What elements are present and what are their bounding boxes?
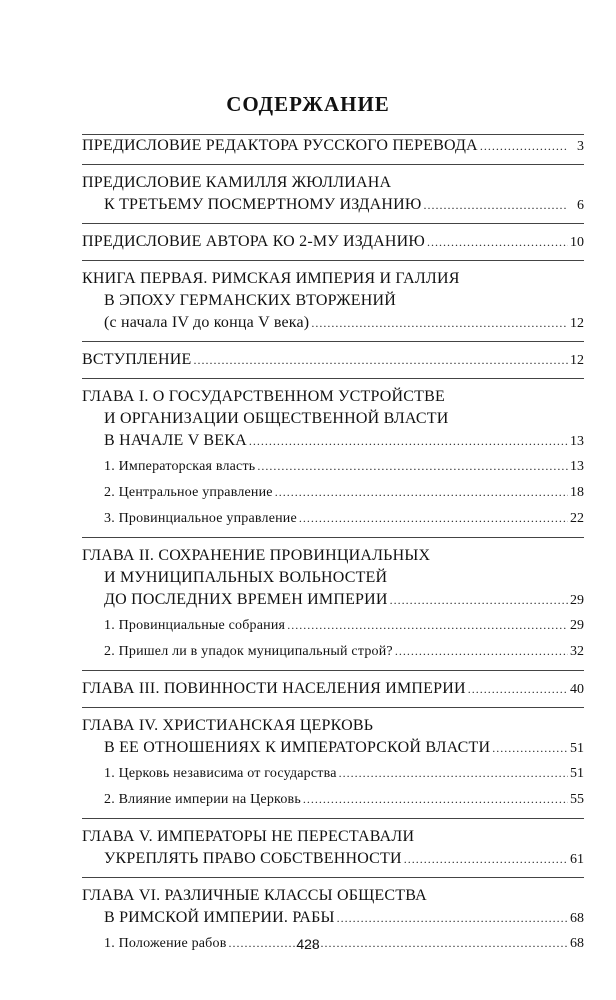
toc-line xyxy=(82,480,584,504)
toc-subentry xyxy=(82,639,584,663)
toc-entry xyxy=(82,341,584,371)
page-number: 428 xyxy=(296,936,320,952)
toc-page-number: 10 xyxy=(570,235,584,250)
dot-leader xyxy=(311,312,568,334)
toc-line-text: ПРЕДИСЛОВИЕ РЕДАКТОРА РУССКОГО ПЕРЕВОДА xyxy=(82,137,478,154)
toc-line-text: 1. Церковь независима от государства xyxy=(104,766,337,781)
dot-leader xyxy=(299,506,568,530)
toc-subentry xyxy=(82,454,584,478)
dot-leader xyxy=(395,639,568,663)
toc-page-number: 13 xyxy=(570,459,584,474)
toc-entry xyxy=(82,707,584,759)
toc-page-number: 55 xyxy=(570,792,584,807)
dot-leader xyxy=(427,231,568,253)
toc-line xyxy=(82,312,584,334)
toc-line-text: 1. Провинциальные собрания xyxy=(104,618,286,633)
dot-leader xyxy=(404,848,568,870)
toc-line-text: И ОРГАНИЗАЦИИ ОБЩЕСТВЕННОЙ ВЛАСТИ xyxy=(104,410,449,427)
toc-line xyxy=(82,761,584,785)
toc-page-number: 68 xyxy=(570,936,584,951)
toc-line xyxy=(82,787,584,811)
toc-entry xyxy=(82,378,584,452)
dot-leader xyxy=(337,907,568,929)
dot-leader xyxy=(303,787,568,811)
toc-entry xyxy=(82,164,584,216)
dot-leader xyxy=(480,135,568,157)
toc-line xyxy=(82,506,584,530)
toc-page-number: 29 xyxy=(570,593,584,608)
toc-entry xyxy=(82,537,584,611)
toc-line-text: 3. Провинциальное управление xyxy=(104,511,297,526)
dot-leader xyxy=(339,761,568,785)
toc-page-number: 68 xyxy=(570,911,584,926)
dot-leader xyxy=(249,430,568,452)
toc-line-text: ГЛАВА I. О ГОСУДАРСТВЕННОМ УСТРОЙСТВЕ xyxy=(82,388,445,405)
toc-line-text: КНИГА ПЕРВАЯ. РИМСКАЯ ИМПЕРИЯ И ГАЛЛИЯ xyxy=(82,270,460,287)
toc-page-number: 22 xyxy=(570,511,584,526)
toc-page-number: 40 xyxy=(570,682,584,697)
toc-line-text: 1. Императорская власть xyxy=(104,459,256,474)
toc-line-text: ПРЕДИСЛОВИЕ АВТОРА КО 2-МУ ИЗДАНИЮ xyxy=(82,233,426,250)
toc-line-text: 2. Влияние империи на Церковь xyxy=(104,792,301,807)
toc-line xyxy=(82,231,584,253)
toc-line-text: ГЛАВА III. ПОВИННОСТИ НАСЕЛЕНИЯ ИМПЕРИИ xyxy=(82,680,466,697)
toc-subentry xyxy=(82,480,584,504)
dot-leader xyxy=(287,613,568,637)
toc-line xyxy=(82,386,584,408)
toc-line-text: В ЭПОХУ ГЕРМАНСКИХ ВТОРЖЕНИЙ xyxy=(104,292,396,309)
toc-line-text: 1. Положение рабов xyxy=(104,936,227,951)
dot-leader xyxy=(468,678,568,700)
toc-line-text: ПРЕДИСЛОВИЕ КАМИЛЛЯ ЖЮЛЛИАНА xyxy=(82,174,392,191)
toc-page-number: 13 xyxy=(570,434,584,449)
toc-line xyxy=(82,349,584,371)
toc-line-text: В ЕЕ ОТНОШЕНИЯХ К ИМПЕРАТОРСКОЙ ВЛАСТИ xyxy=(104,739,491,756)
dot-leader xyxy=(194,349,568,371)
toc-line-text: 2. Центральное управление xyxy=(104,485,273,500)
toc-page-number: 12 xyxy=(570,316,584,331)
toc-subentry xyxy=(82,613,584,637)
toc-line-text: В НАЧАЛЕ V ВЕКА xyxy=(104,432,247,449)
toc-line xyxy=(82,848,584,870)
toc-line xyxy=(82,715,584,737)
toc-line-text: ГЛАВА VI. РАЗЛИЧНЫЕ КЛАССЫ ОБЩЕСТВА xyxy=(82,887,427,904)
toc-page-number: 18 xyxy=(570,485,584,500)
page-title: СОДЕРЖАНИЕ xyxy=(226,92,390,116)
toc-subentry xyxy=(82,787,584,811)
toc-line xyxy=(82,408,584,430)
toc-line xyxy=(82,639,584,663)
toc-page-number: 3 xyxy=(577,139,584,154)
toc-subentry xyxy=(82,761,584,785)
dot-leader xyxy=(424,194,568,216)
toc-line-text: К ТРЕТЬЕМУ ПОСМЕРТНОМУ ИЗДАНИЮ xyxy=(104,196,422,213)
table-of-contents xyxy=(82,134,584,955)
toc-line xyxy=(82,885,584,907)
toc-line-text: ГЛАВА II. СОХРАНЕНИЕ ПРОВИНЦИАЛЬНЫХ xyxy=(82,547,431,564)
toc-entry xyxy=(82,260,584,334)
toc-line-text: ДО ПОСЛЕДНИХ ВРЕМЕН ИМПЕРИИ xyxy=(104,591,388,608)
dot-leader xyxy=(257,454,568,478)
toc-line xyxy=(82,737,584,759)
toc-line xyxy=(82,172,584,194)
toc-page-number: 61 xyxy=(570,852,584,867)
toc-line-text: В РИМСКОЙ ИМПЕРИИ. РАБЫ xyxy=(104,909,335,926)
toc-page-number: 6 xyxy=(577,198,584,213)
dot-leader xyxy=(492,737,568,759)
toc-line xyxy=(82,194,584,216)
toc-line xyxy=(82,589,584,611)
toc-line xyxy=(82,545,584,567)
toc-entry xyxy=(82,818,584,870)
toc-line xyxy=(82,826,584,848)
toc-line-text: (с начала IV до конца V века) xyxy=(104,314,310,331)
toc-line xyxy=(82,678,584,700)
toc-line xyxy=(82,430,584,452)
toc-line xyxy=(82,613,584,637)
toc-page-number: 12 xyxy=(570,353,584,368)
toc-subentry xyxy=(82,506,584,530)
dot-leader xyxy=(275,480,568,504)
toc-entry xyxy=(82,223,584,253)
toc-line xyxy=(82,290,584,312)
toc-page-number: 29 xyxy=(570,618,584,633)
toc-line-text: И МУНИЦИПАЛЬНЫХ ВОЛЬНОСТЕЙ xyxy=(104,569,388,586)
toc-entry xyxy=(82,670,584,700)
toc-page-number: 51 xyxy=(570,766,584,781)
toc-page-number: 51 xyxy=(570,741,584,756)
toc-page-number: 32 xyxy=(570,644,584,659)
toc-line-text: 2. Пришел ли в упадок муниципальный строй? xyxy=(104,644,393,659)
toc-line xyxy=(82,135,584,157)
toc-entry xyxy=(82,134,584,157)
toc-line-text: ВСТУПЛЕНИЕ xyxy=(82,351,192,368)
toc-line-text: УКРЕПЛЯТЬ ПРАВО СОБСТВЕННОСТИ xyxy=(104,850,402,867)
toc-line xyxy=(82,907,584,929)
toc-line-text: ГЛАВА IV. ХРИСТИАНСКАЯ ЦЕРКОВЬ xyxy=(82,717,374,734)
toc-line-text: ГЛАВА V. ИМПЕРАТОРЫ НЕ ПЕРЕСТАВАЛИ xyxy=(82,828,415,845)
dot-leader xyxy=(390,589,568,611)
toc-line xyxy=(82,567,584,589)
toc-line xyxy=(82,454,584,478)
toc-line xyxy=(82,268,584,290)
toc-entry xyxy=(82,877,584,929)
